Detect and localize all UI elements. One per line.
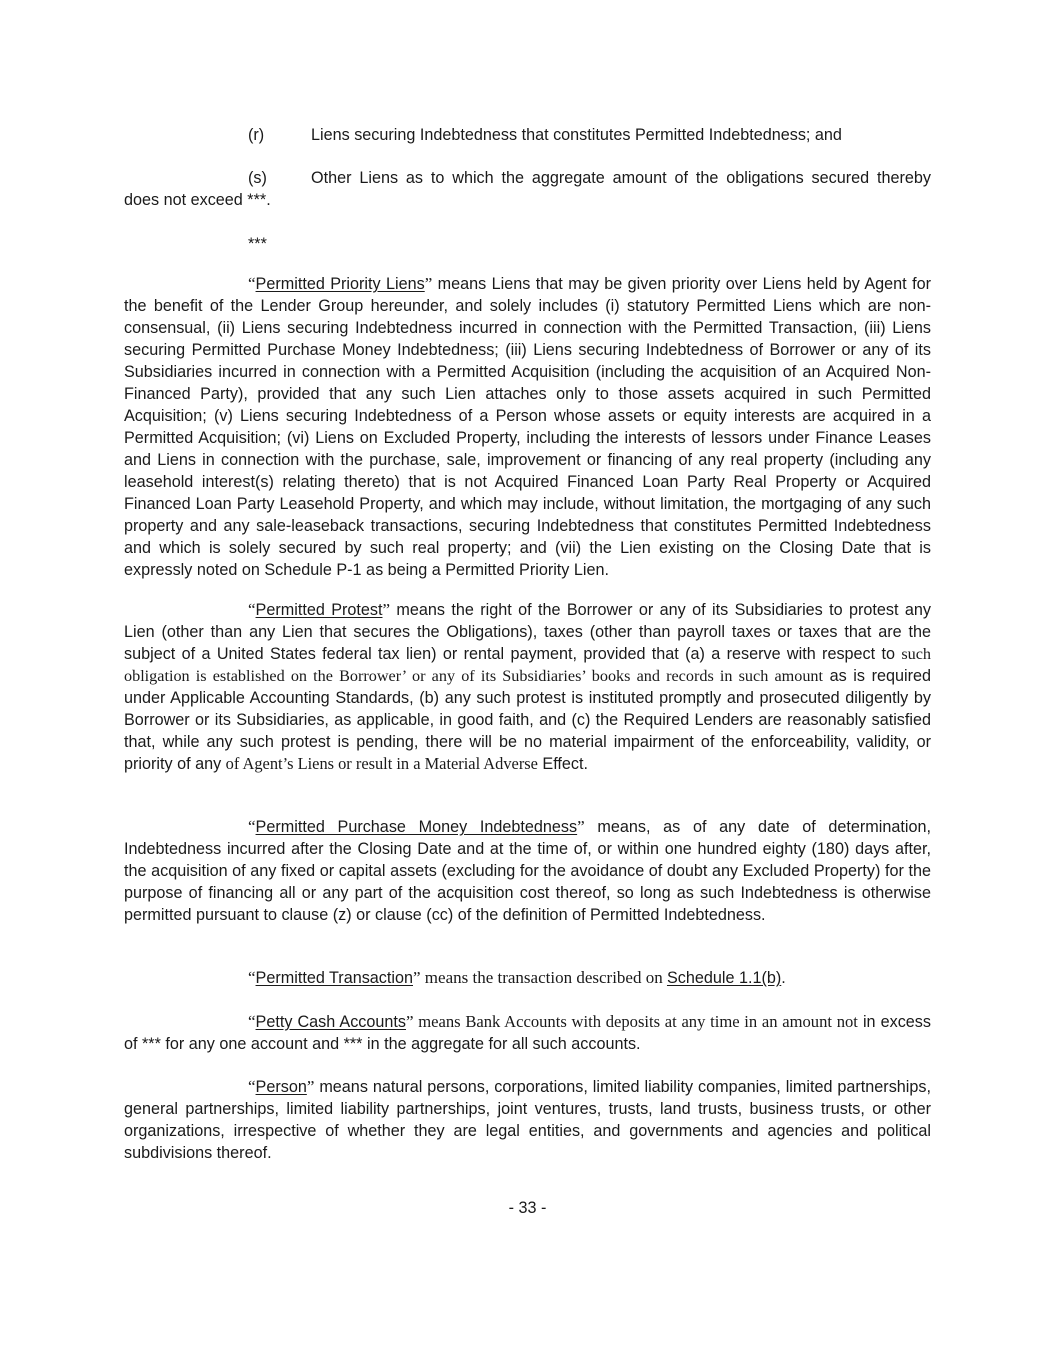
definition-tail: .: [781, 969, 786, 987]
close-quote: ”: [406, 1012, 414, 1031]
definition-petty-cash-accounts: [124, 1011, 931, 1055]
definition-person: [124, 1076, 931, 1164]
close-quote: ”: [382, 600, 391, 619]
close-quote: ”: [413, 968, 421, 987]
defined-term: Permitted Purchase Money Indebtedness: [255, 818, 578, 836]
definition-body: means the right of the Borrower or any of its Subsidiaries to protest any Lien (other than any Lien that secures the Obligations), taxes (other than payroll taxes or taxes that are the subject of a United States federal tax lien) or rental payment, provided that (a) a reserve with respect to: [124, 601, 931, 663]
defined-term: Permitted Protest: [255, 601, 383, 619]
definition-permitted-priority-liens: [124, 273, 931, 581]
defined-term: Permitted Priority Liens: [255, 275, 425, 293]
definition-body-serif-2: of Agent’s Liens or result in a Material Adverse: [225, 754, 538, 773]
definition-body: means, as of any date of determination, Indebtedness incurred after the Closing Date and at the time of, or within one hundred eighty (180) days after, the acquisition of any fixed or capital assets (excluding for the avoidance of doubt any Excluded Property) for the purpose of financing all or any part of the acquisition cost thereof, so long as such Indebtedness is otherwise permitted pursuant to clause (z) or clause (cc) of the definition of Permitted Indebtedness.: [124, 818, 931, 924]
definition-body: in excess of *** for any one account and *** in the aggregate for all such accounts.: [124, 1013, 931, 1053]
definition-body: means natural persons, corporations, limited liability companies, limited partnerships, general partnerships, limited liability partnerships, joint ventures, trusts, land trusts, business trusts, or other organizations, irrespective of whether they are legal entities, and governments and agencies and political subdivisions thereof.: [124, 1078, 931, 1162]
definition-permitted-protest: [124, 599, 931, 775]
item-text: Liens securing Indebtedness that constitutes Permitted Indebtedness; and: [311, 126, 842, 144]
defined-term: Permitted Transaction: [255, 969, 413, 987]
close-quote: ”: [424, 274, 433, 293]
definition-body: means Liens that may be given priority over Liens held by Agent for the benefit of the Lender Group hereunder, and solely includes (i) statutory Permitted Liens which are non-consensual, (ii) Liens securing Indebtedness incurred in connection with the Permitted Transaction, (iii) Liens securing Permitted Purchase Money Indebtedness; (iii) Liens securing Indebtedness of Borrower or any of its Subsidiaries incurred in connection with a Permitted Acquisition (including the acquisition of an Acquired Non-Financed Party), provided that any such Lien attaches only to those assets acquired in such Permitted Acquisition; (v) Liens securing Indebtedness of a Person whose assets or equity interests are acquired in a Permitted Acquisition; (vi) Liens on Excluded Property, including the interests of lessors under Finance Leases and Liens in connection with the purchase, sale, improvement or financing of any real property (including any leasehold interest(s) relating thereto) that is not Acquired Financed Loan Party Real Property or Acquired Financed Loan Party Leasehold Property, and which may include, without limitation, the mortgaging of any such property and any sale-leaseback transactions, securing Indebtedness that constitutes Permitted Indebtedness and which is solely secured by such real property; and (vii) the Lien existing on the Closing Date that is expressly noted on Schedule P-1 as being a Permitted Priority Lien.: [124, 275, 931, 579]
schedule-reference: Schedule 1.1(b): [666, 969, 782, 987]
item-label: (r): [248, 126, 265, 144]
open-quote: “: [248, 817, 256, 836]
definition-permitted-purchase-money-indebtedness: [124, 816, 931, 926]
definition-body-serif: such obligation is established on the Borrower’ or any of its Subsidiaries’ books and records in such amount: [124, 645, 931, 685]
open-quote: “: [248, 1012, 256, 1031]
item-label: (s): [248, 169, 267, 187]
defined-term: Petty Cash Accounts: [255, 1013, 406, 1031]
definition-body-continued: as is required under Applicable Accounting Standards, (b) any such protest is instituted promptly and prosecuted diligently by Borrower or its Subsidiaries, as applicable, in good faith, and (c) the Required Lenders are reasonably satisfied that, while any such protest is pending, there will be no material impairment of the enforceability, validity, or priority of any: [124, 667, 931, 773]
open-quote: “: [248, 968, 256, 987]
open-quote: “: [248, 274, 256, 293]
defined-term: Person: [255, 1078, 307, 1096]
item-continuation: does not exceed ***.: [124, 191, 271, 209]
redaction-separator: ***: [248, 235, 267, 253]
open-quote: “: [248, 600, 256, 619]
definition-body-end: Effect.: [537, 755, 589, 773]
definition-body: means the transaction described on: [420, 968, 667, 987]
open-quote: “: [248, 1077, 256, 1096]
item-text: Other Liens as to which the aggregate amount of the obligations secured thereby: [311, 169, 931, 187]
close-quote: ”: [306, 1077, 315, 1096]
definition-permitted-transaction: [124, 967, 931, 989]
definition-body-serif: means Bank Accounts with deposits at any time in an amount not: [413, 1012, 858, 1031]
close-quote: ”: [577, 817, 585, 836]
page-number: - 33 -: [508, 1199, 547, 1217]
